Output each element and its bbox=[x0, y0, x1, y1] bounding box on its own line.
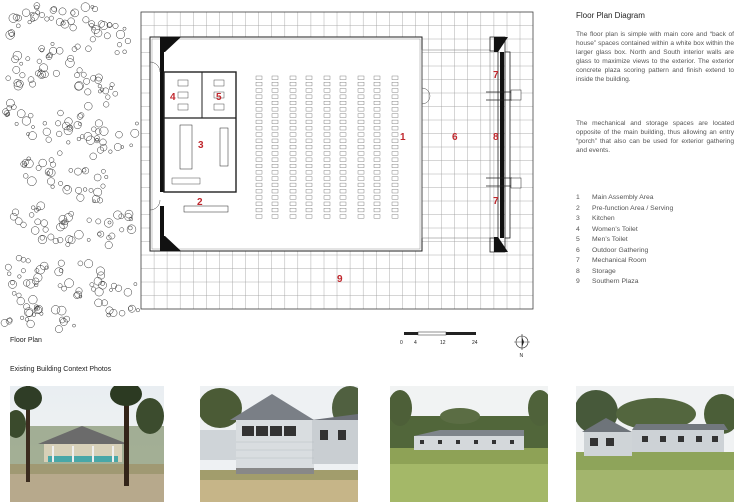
legend-item-8: 8 Storage bbox=[576, 267, 616, 275]
room-number-1: 1 bbox=[400, 132, 406, 143]
context-photo-2 bbox=[200, 386, 358, 502]
context-photo-3 bbox=[390, 386, 548, 502]
service-block bbox=[486, 37, 521, 252]
legend-item-4: 4 Women’s Toilet bbox=[576, 225, 638, 233]
scale-label-12: 12 bbox=[440, 340, 446, 346]
room-legend bbox=[576, 194, 746, 294]
room-number-8: 8 bbox=[493, 132, 499, 143]
tree-canopy-pattern bbox=[1, 3, 140, 333]
context-photo-1 bbox=[10, 386, 164, 502]
scale-label-4: 4 bbox=[414, 340, 417, 346]
room-number-2: 2 bbox=[197, 197, 203, 208]
legend-item-2: 2 Pre-function Area / Serving bbox=[576, 204, 674, 212]
legend-item-6: 6 Outdoor Gathering bbox=[576, 246, 649, 254]
north-arrow-icon bbox=[514, 334, 530, 350]
diagram-paragraph-1: The floor plan is simple with main core and “back of house” spaces contained within a white box within the larger glass box. North and South interior walls are glass to maximize views to the exterior. The exterior concrete plaza scoring pattern and finish extend to inside the building. bbox=[576, 31, 734, 83]
scale-label-24: 24 bbox=[472, 340, 478, 346]
room-number-4: 4 bbox=[170, 92, 176, 103]
diagram-title: Floor Plan Diagram bbox=[576, 11, 645, 20]
room-number-6: 6 bbox=[452, 132, 458, 143]
photos-caption: Existing Building Context Photos bbox=[10, 366, 112, 373]
floor-plan-caption: Floor Plan bbox=[10, 337, 42, 344]
room-number-5: 5 bbox=[216, 92, 222, 103]
scale-label-0: 0 bbox=[400, 340, 403, 346]
room-number-7-north: 7 bbox=[493, 70, 499, 81]
legend-item-7: 7 Mechanical Room bbox=[576, 257, 647, 264]
context-photo-4 bbox=[576, 386, 734, 502]
legend-item-1: 1 Main Assembly Area bbox=[576, 194, 654, 201]
north-label: N bbox=[519, 353, 524, 359]
room-number-7-south: 7 bbox=[493, 196, 499, 207]
room-number-9: 9 bbox=[337, 274, 343, 285]
room-number-3: 3 bbox=[198, 140, 204, 151]
legend-item-5: 5 Men’s Toilet bbox=[576, 236, 628, 243]
scale-bar bbox=[404, 332, 476, 335]
legend-item-3: 3 Kitchen bbox=[576, 215, 615, 222]
legend-item-9: 9 Southern Plaza bbox=[576, 278, 639, 285]
diagram-paragraph-2: The mechanical and storage spaces are located opposite of the main building, thus allowing an entry “porch” that also can be used for exterior gathering and events. bbox=[576, 120, 734, 154]
assembly-seating bbox=[256, 76, 398, 218]
outdoor-gathering-porch bbox=[422, 50, 490, 238]
